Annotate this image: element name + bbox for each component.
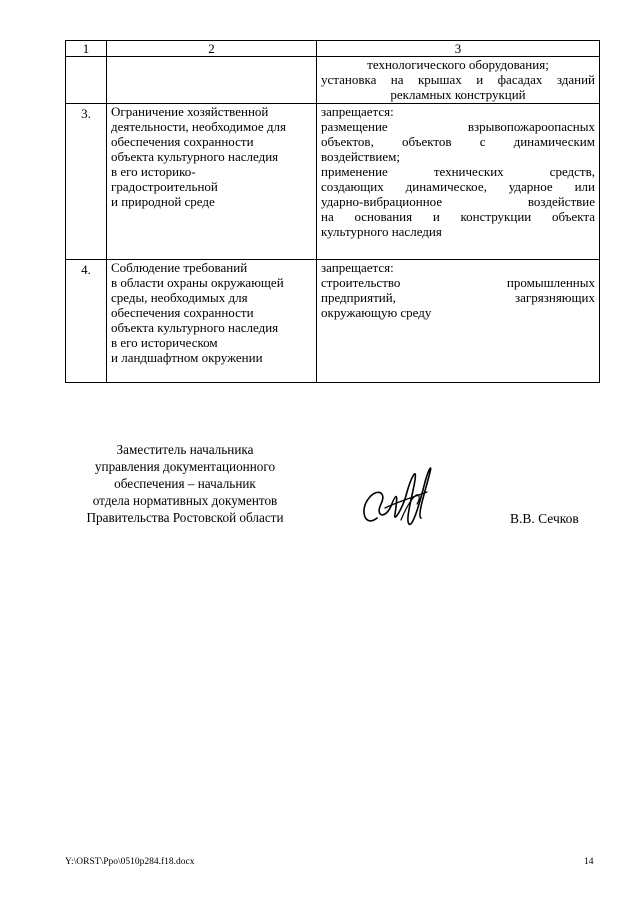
restriction-line: ударно-вибрационное воздействие: [321, 194, 595, 209]
requirement-line: в области охраны окружающей: [111, 275, 284, 290]
requirement-line: и природной среде: [111, 194, 215, 209]
row-number: 3.: [66, 104, 107, 260]
row-number: 4.: [66, 260, 107, 383]
table-row: [66, 104, 600, 260]
requirement-line: обеспечения сохранности: [111, 134, 254, 149]
restrictions-cell: [317, 260, 600, 383]
restriction-line: на основания и конструкции объекта: [321, 209, 595, 224]
requirement-line: в его историческом: [111, 335, 218, 350]
requirement-line: объекта культурного наследия: [111, 320, 279, 335]
requirement-cell: [107, 260, 317, 383]
restriction-line: запрещается:: [321, 260, 394, 275]
position-line: Правительства Ростовской области: [86, 510, 284, 525]
row-number: [66, 57, 107, 104]
restrictions-cell: [317, 57, 600, 104]
restriction-line: создающих динамическое, ударное или: [321, 179, 595, 194]
table-header-row: [66, 41, 600, 57]
position-line: Заместитель начальника: [116, 442, 254, 457]
requirement-line: обеспечения сохранности: [111, 305, 254, 320]
restriction-line: предприятий, загрязняющих: [321, 290, 595, 305]
requirements-table: [65, 40, 600, 383]
restriction-line: рекламных конструкций: [390, 87, 526, 102]
handwritten-signature: [355, 458, 445, 534]
restriction-line: воздействием;: [321, 149, 400, 164]
restriction-line: запрещается:: [321, 104, 394, 119]
requirement-cell: [107, 57, 317, 104]
requirement-line: Соблюдение требований: [111, 260, 248, 275]
column-header: 3: [317, 41, 600, 57]
position-line: обеспечения – начальник: [114, 476, 256, 491]
column-header: 1: [66, 41, 107, 57]
requirement-line: деятельности, необходимое для: [111, 119, 286, 134]
requirement-line: в его историко-: [111, 164, 196, 179]
requirement-line: среды, необходимых для: [111, 290, 248, 305]
position-line: отдела нормативных документов: [92, 493, 278, 508]
signatory-name: В.В. Сечков: [510, 511, 579, 526]
restriction-line: размещение взрывопожароопасных: [321, 119, 595, 134]
requirement-line: и ландшафтном окружении: [111, 350, 263, 365]
requirement-line: градостроительной: [111, 179, 218, 194]
requirement-cell: [107, 104, 317, 260]
restriction-line: строительство промышленных: [321, 275, 595, 290]
position-line: управления документационного: [94, 459, 276, 474]
restrictions-cell: [317, 104, 600, 260]
restriction-line: окружающую среду: [321, 305, 432, 320]
signatory-position: [60, 441, 310, 526]
restriction-line: установка на крышах и фасадах зданий: [321, 72, 595, 87]
restriction-line: технологического оборудования;: [367, 57, 549, 72]
requirement-line: объекта культурного наследия: [111, 149, 279, 164]
restriction-line: культурного наследия: [321, 224, 442, 239]
file-path: Y:\ORST\Ppo\0510p284.f18.docx: [65, 857, 195, 867]
restriction-line: применение технических средств,: [321, 164, 595, 179]
page-number: 14: [584, 857, 594, 867]
table-row: [66, 260, 600, 383]
requirement-line: Ограничение хозяйственной: [111, 104, 269, 119]
column-header: 2: [107, 41, 317, 57]
restriction-line: объектов, объектов с динамическим: [321, 134, 595, 149]
table-row: [66, 57, 600, 104]
